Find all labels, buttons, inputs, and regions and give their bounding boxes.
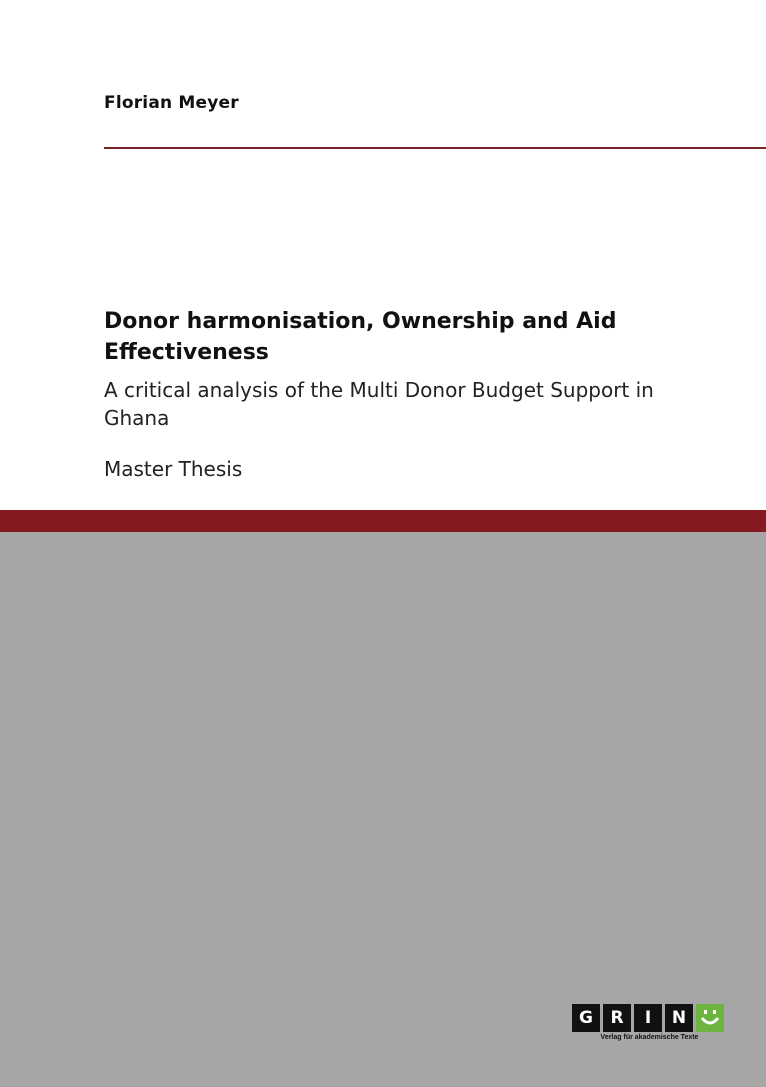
document-type: Master Thesis: [104, 457, 243, 481]
logo-letters: [572, 1004, 728, 1032]
book-subtitle: A critical analysis of the Multi Donor Budget Support in Ghana: [104, 378, 654, 430]
author-divider: [104, 147, 766, 149]
logo-letter-n: N: [665, 1004, 693, 1032]
author-name: Florian Meyer: [104, 93, 239, 113]
logo-tagline: Verlag für akademische Texte: [600, 1034, 699, 1041]
logo-letter-r: R: [603, 1004, 631, 1032]
smiley-icon: [696, 1004, 724, 1032]
cover-top-section: [0, 0, 766, 510]
logo-letter-i: I: [634, 1004, 662, 1032]
logo-letter-g: G: [572, 1004, 600, 1032]
publisher-logo: [572, 1004, 728, 1042]
book-title: Donor harmonisation, Ownership and Aid Effectiveness: [104, 309, 617, 365]
accent-band: [0, 510, 766, 532]
